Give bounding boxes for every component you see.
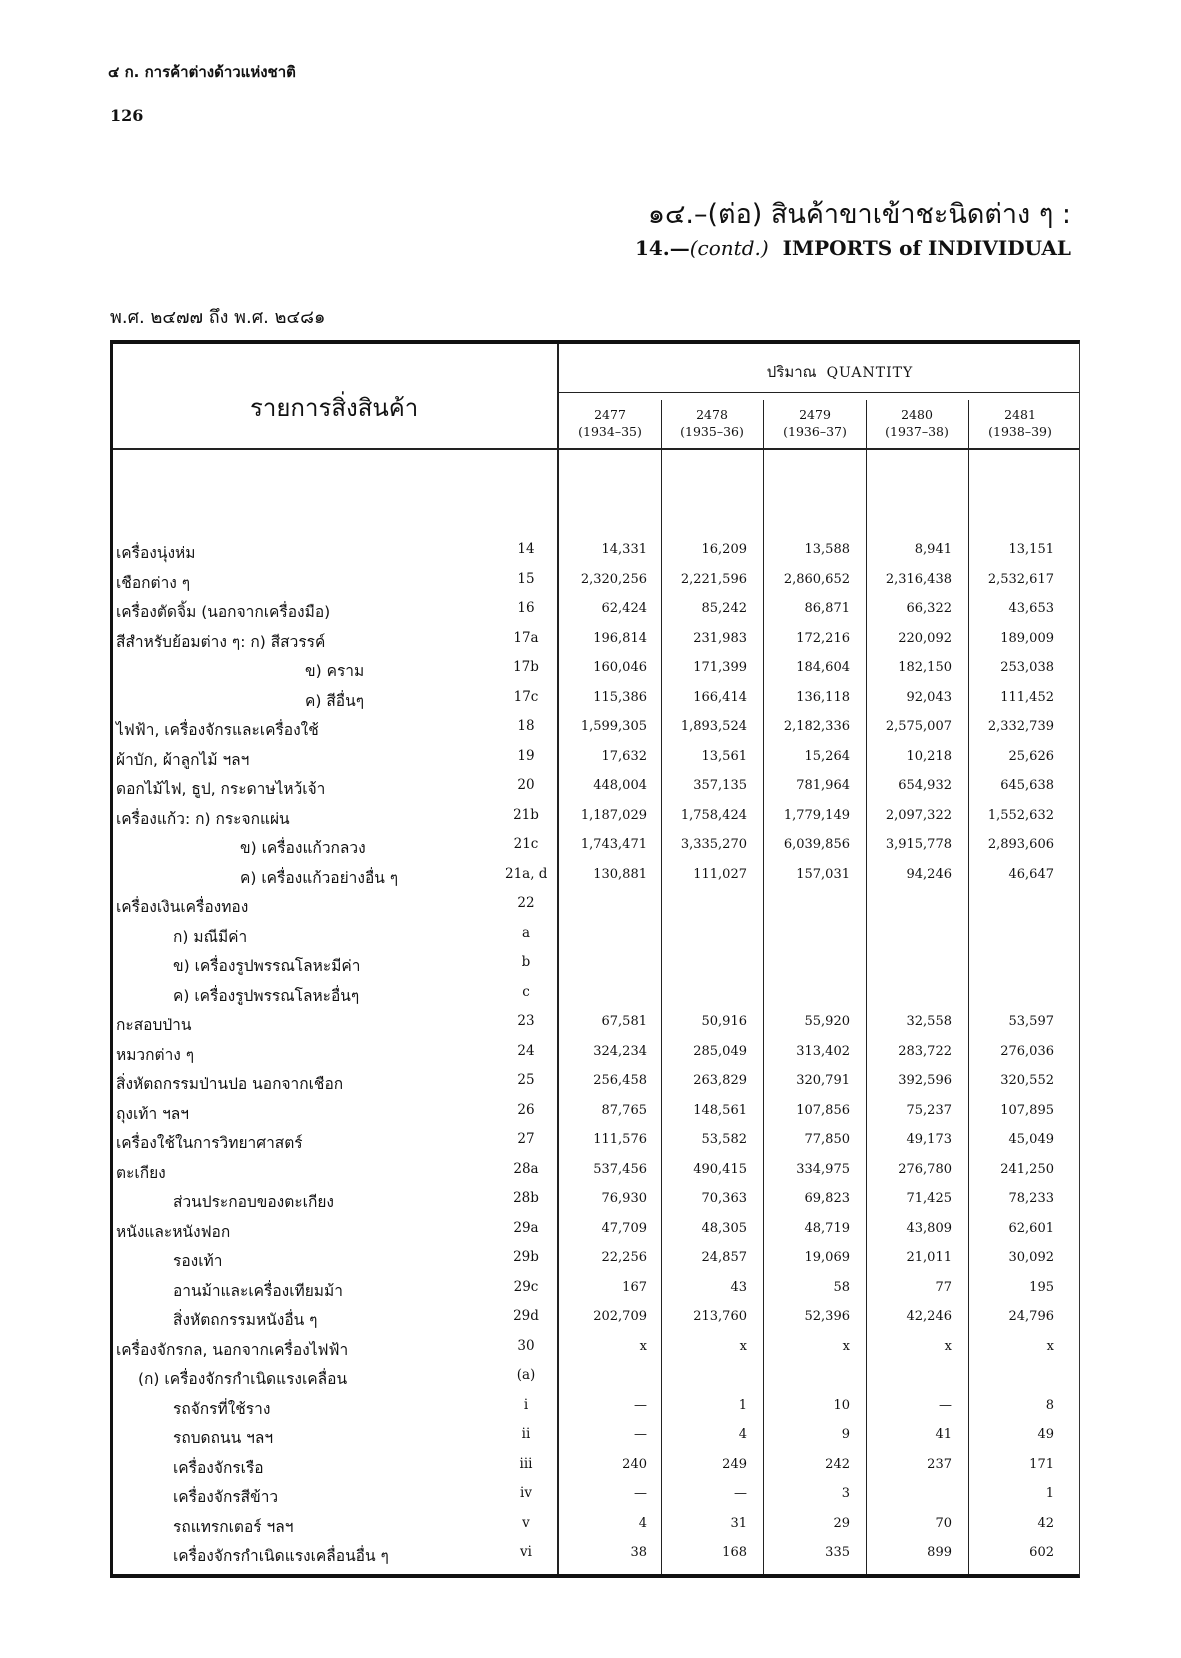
item-code: 20 (517, 777, 535, 793)
quantity-cell: 324,234 (593, 1043, 647, 1059)
item-code: (a) (516, 1367, 536, 1383)
header-bottom-rule (113, 448, 1079, 450)
table-row (0, 894, 1181, 922)
item-label: หนังและหนังฟอก (116, 1222, 231, 1241)
quantity-cell: 189,009 (1000, 630, 1054, 646)
item-label: ไฟฟ้า, เครื่องจักรและเครื่องใช้ (116, 721, 319, 739)
quantity-cell: 47,709 (601, 1220, 647, 1236)
item-label: ข) เครื่องรูปพรรณโลหะมีค่า (173, 957, 361, 975)
quantity-cell: 42 (1037, 1515, 1054, 1531)
table-row (0, 1514, 1181, 1542)
quantity-cell: 231,983 (693, 630, 747, 646)
quantity-cell: 168 (722, 1545, 747, 1560)
quantity-cell: 537,456 (593, 1161, 647, 1177)
quantity-cell: 645,638 (1000, 778, 1054, 793)
item-label: กะสอบป่าน (116, 1016, 192, 1034)
quantity-cell: 25,626 (1008, 748, 1054, 764)
quantity-cell: 157,031 (796, 866, 850, 882)
quantity-cell: 3 (841, 1486, 850, 1501)
table-row (0, 540, 1181, 568)
year-header-2479 (765, 406, 865, 440)
quantity-cell: 4 (638, 1515, 647, 1531)
item-label: เครื่องเงินเครื่องทอง (116, 898, 249, 916)
table-title-english (635, 236, 1071, 260)
item-label: สิ่งหัตถกรรมหนังอื่น ๆ (173, 1311, 318, 1329)
quantity-cell: 8 (1045, 1397, 1054, 1413)
item-code: 17c (513, 688, 539, 705)
quantity-cell: 87,765 (601, 1102, 647, 1118)
quantity-cell: 55,920 (804, 1014, 850, 1029)
quantity-cell: 167 (622, 1279, 647, 1295)
quantity-cell: 2,575,007 (885, 719, 952, 734)
quantity-cell: 17,632 (601, 748, 647, 764)
quantity-cell: 2,316,438 (885, 571, 952, 587)
quantity-cell: 45,049 (1008, 1132, 1054, 1147)
item-label: ก) มณีมีค่า (173, 927, 248, 946)
quantity-cell: 53,597 (1008, 1014, 1054, 1029)
item-label: เครื่องจักรกล, นอกจากเครื่องไฟฟ้า (116, 1340, 349, 1359)
quantity-cell: x (739, 1338, 747, 1354)
item-code: v (522, 1514, 530, 1531)
item-code: 14 (517, 541, 535, 557)
quantity-cell: 107,856 (796, 1102, 850, 1118)
item-code: 21a, d (505, 865, 548, 882)
quantity-cell: 31 (730, 1515, 747, 1531)
quantity-cell: 75,237 (906, 1102, 952, 1118)
quantity-cell: 67,581 (601, 1014, 647, 1029)
table-row (0, 1425, 1181, 1453)
year-be: 2480 (901, 407, 933, 422)
quantity-cell: 2,182,336 (783, 719, 850, 734)
quantity-cell: 130,881 (593, 866, 647, 882)
item-label: รถแทรกเตอร์ ฯลฯ (173, 1517, 294, 1536)
quantity-cell: 2,221,596 (680, 571, 747, 587)
quantity-cell: 1,779,149 (783, 807, 850, 823)
quantity-cell: 48,305 (701, 1220, 747, 1236)
quantity-cell: — (634, 1427, 647, 1442)
item-code: 22 (517, 895, 535, 911)
item-label: เครื่องแก้ว: ก) กระจกแผ่น (116, 809, 290, 828)
quantity-cell: 111,027 (693, 866, 747, 882)
item-label: รถบดถนน ฯลฯ (173, 1429, 274, 1447)
quantity-cell: 10 (833, 1397, 850, 1413)
item-label: ดอกไม้ไฟ, ธูป, กระดาษไหว้เจ้า (116, 780, 326, 798)
item-label: เครื่องตัดจิ้ม (นอกจากเครื่องมือ) (116, 603, 331, 621)
quantity-header-thai: ปริมาณ (766, 363, 817, 381)
quantity-cell: 1,893,524 (680, 719, 747, 734)
quantity-cell: 1,758,424 (680, 807, 747, 823)
quantity-cell: — (634, 1486, 647, 1501)
year-header-2481 (970, 406, 1070, 440)
quantity-cell: 1,552,632 (987, 807, 1054, 823)
quantity-cell: 48,719 (804, 1220, 850, 1236)
table-row (0, 629, 1181, 657)
item-code: iii (519, 1455, 533, 1472)
quantity-cell: 6,039,856 (783, 837, 850, 852)
quantity-cell: 182,150 (898, 660, 952, 675)
quantity-cell: 9 (841, 1427, 850, 1442)
table-row (0, 806, 1181, 834)
item-code: b (521, 954, 531, 970)
year-ce: (1938–39) (988, 424, 1052, 439)
quantity-cell: 46,647 (1008, 866, 1054, 882)
quantity-cell: 19,069 (804, 1250, 850, 1265)
page-number: 126 (110, 106, 144, 125)
quantity-cell: 62,601 (1008, 1220, 1054, 1236)
quantity-cell: 220,092 (898, 630, 952, 646)
item-code: ii (521, 1426, 531, 1442)
quantity-cell: 253,038 (1000, 660, 1054, 675)
quantity-cell: 184,604 (796, 660, 850, 675)
period-label: พ.ศ. ๒๔๗๗ ถึง พ.ศ. ๒๔๘๑ (110, 307, 326, 328)
year-header-2480 (867, 406, 967, 440)
item-code: 21c (513, 836, 539, 852)
table-title-thai: ๑๔.–(ต่อ) สินค้าขาเข้าชะนิดต่าง ๆ : (647, 199, 1071, 230)
quantity-cell: 237 (927, 1456, 952, 1472)
year-be: 2478 (696, 407, 728, 422)
quantity-cell: 136,118 (796, 689, 850, 705)
item-code: 27 (517, 1131, 535, 1147)
table-row (0, 1455, 1181, 1483)
quantity-cell: 2,097,322 (885, 807, 952, 823)
item-code: 28a (513, 1160, 539, 1177)
item-code: 25 (517, 1072, 535, 1088)
item-code: 17a (513, 629, 539, 646)
quantity-header (600, 360, 1080, 384)
item-code: 29b (513, 1249, 539, 1265)
quantity-cell: 24,796 (1008, 1309, 1054, 1324)
quantity-cell: 1,187,029 (580, 807, 647, 823)
quantity-cell: 77,850 (804, 1132, 850, 1147)
quantity-cell: 1,599,305 (580, 719, 647, 734)
quantity-cell: 16,209 (701, 542, 747, 557)
item-label: รองเท้า (173, 1252, 223, 1270)
table-row (0, 835, 1181, 863)
table-row (0, 1484, 1181, 1512)
quantity-cell: 3,915,778 (885, 837, 952, 852)
year-ce: (1935–36) (680, 424, 744, 439)
quantity-cell: 196,814 (593, 630, 647, 646)
item-label: หมวกต่าง ๆ (116, 1045, 195, 1064)
quantity-cell: 2,532,617 (987, 571, 1054, 587)
item-label: ถุงเท้า ฯลฯ (116, 1104, 190, 1123)
table-row (0, 599, 1181, 627)
table-row (0, 570, 1181, 598)
year-ce: (1937–38) (885, 424, 949, 439)
quantity-cell: 448,004 (593, 778, 647, 793)
item-code: 15 (517, 570, 535, 587)
quantity-cell: 276,036 (1000, 1043, 1054, 1059)
item-label: ค) เครื่องแก้วอย่างอื่น ๆ (240, 868, 399, 887)
item-code: 28b (513, 1190, 539, 1206)
quantity-cell: 313,402 (796, 1043, 850, 1059)
quantity-cell: — (939, 1397, 952, 1413)
quantity-cell: 8,941 (914, 542, 952, 557)
item-label: สีสำหรับย้อมต่าง ๆ: ก) สีสวรรค์ (116, 632, 326, 651)
quantity-cell: 654,932 (898, 778, 952, 793)
table-row (0, 983, 1181, 1011)
item-code: i (523, 1396, 529, 1413)
table-row (0, 1042, 1181, 1070)
item-code: a (521, 924, 531, 941)
quantity-cell: x (842, 1338, 850, 1354)
quantity-cell: 4 (738, 1427, 747, 1442)
quantity-cell: 41 (935, 1427, 952, 1442)
quantity-cell: 320,552 (1000, 1073, 1054, 1088)
table-row (0, 1337, 1181, 1365)
table-row (0, 1366, 1181, 1394)
year-be: 2479 (799, 407, 831, 422)
quantity-cell: 49,173 (906, 1132, 952, 1147)
quantity-cell: 335 (825, 1545, 850, 1560)
item-label: เครื่องนุ่งห่ม (116, 544, 196, 562)
quantity-cell: — (734, 1486, 747, 1501)
quantity-header-english: QUANTITY (826, 365, 914, 381)
table-row (0, 776, 1181, 804)
quantity-cell: 2,860,652 (783, 571, 850, 587)
quantity-cell: 24,857 (701, 1250, 747, 1265)
item-label: เชือกต่าง ๆ (116, 573, 191, 592)
quantity-cell: 2,893,606 (987, 837, 1054, 852)
quantity-cell: 53,582 (701, 1132, 747, 1147)
quantity-cell: 85,242 (701, 601, 747, 616)
quantity-cell: 334,975 (796, 1161, 850, 1177)
quantity-cell: 30,092 (1008, 1250, 1054, 1265)
item-code: 17b (513, 659, 539, 675)
title-contd: (contd.) (689, 236, 769, 260)
table-row (0, 1189, 1181, 1217)
item-label: ค) เครื่องรูปพรรณโลหะอื่นๆ (173, 986, 360, 1005)
table-row (0, 1101, 1181, 1129)
item-code: c (522, 983, 530, 1000)
item-label: เครื่องจักรเรือ (173, 1458, 264, 1477)
quantity-cell: 240 (622, 1456, 647, 1472)
quantity-cell: 171 (1029, 1456, 1054, 1472)
title-text: IMPORTS of INDIVIDUAL (782, 236, 1071, 260)
table-row (0, 747, 1181, 775)
quantity-header-rule (559, 392, 1079, 393)
quantity-cell: 29 (833, 1515, 850, 1531)
quantity-cell: 202,709 (593, 1309, 647, 1324)
table-row (0, 1071, 1181, 1099)
quantity-cell: x (1046, 1338, 1054, 1354)
table-row (0, 953, 1181, 981)
quantity-cell: x (639, 1338, 647, 1354)
quantity-cell: 172,216 (796, 630, 850, 646)
item-code: 24 (517, 1042, 535, 1059)
item-label: ตะเกียง (116, 1163, 166, 1182)
table-row (0, 1278, 1181, 1306)
quantity-cell: 62,424 (601, 601, 647, 616)
table-row (0, 1012, 1181, 1040)
item-label: ส่วนประกอบของตะเกียง (173, 1193, 334, 1211)
description-header: รายการสิ่งสินค้า (250, 394, 419, 422)
item-code: 30 (517, 1337, 535, 1354)
item-label: เครื่องใช้ในการวิทยาศาสตร์ (116, 1134, 303, 1152)
item-label: อานม้าและเครื่องเทียมม้า (173, 1281, 343, 1300)
quantity-cell: 49 (1037, 1427, 1054, 1442)
table-row (0, 1219, 1181, 1247)
quantity-cell: 13,588 (804, 542, 850, 557)
quantity-cell: 148,561 (693, 1102, 747, 1118)
year-be: 2477 (594, 407, 626, 422)
quantity-cell: 242 (825, 1456, 850, 1472)
table-row (0, 1396, 1181, 1424)
quantity-cell: 490,415 (693, 1161, 747, 1177)
quantity-cell: 160,046 (593, 660, 647, 675)
item-label: ค) สีอื่นๆ (305, 691, 365, 710)
quantity-cell: 213,760 (693, 1309, 747, 1324)
quantity-cell: 14,331 (601, 542, 647, 557)
quantity-cell: 256,458 (593, 1073, 647, 1088)
quantity-cell: 43,653 (1008, 601, 1054, 616)
title-number: 14.— (634, 236, 690, 260)
quantity-cell: 50,916 (701, 1014, 747, 1029)
year-header-2477 (560, 406, 660, 440)
item-code: 29d (513, 1308, 539, 1324)
quantity-cell: 107,895 (1000, 1102, 1054, 1118)
quantity-cell: 21,011 (906, 1250, 952, 1265)
quantity-cell: 38 (630, 1545, 647, 1560)
quantity-cell: 111,452 (1000, 689, 1054, 705)
quantity-cell: 71,425 (906, 1191, 952, 1206)
quantity-cell: 1,743,471 (580, 837, 647, 852)
table-row (0, 1543, 1181, 1571)
quantity-cell: 43 (730, 1279, 747, 1295)
quantity-cell: 42,246 (906, 1309, 952, 1324)
quantity-cell: 781,964 (796, 778, 850, 793)
quantity-cell: 392,596 (898, 1073, 952, 1088)
item-code: 21b (513, 806, 539, 823)
item-label: รถจักรที่ใช้ราง (173, 1399, 271, 1418)
table-row (0, 1130, 1181, 1158)
quantity-cell: 111,576 (593, 1132, 647, 1147)
year-be: 2481 (1004, 407, 1036, 422)
item-code: 19 (517, 747, 535, 764)
quantity-cell: 241,250 (1000, 1161, 1054, 1177)
quantity-cell: 13,561 (701, 748, 747, 764)
year-ce: (1936–37) (783, 424, 847, 439)
quantity-cell: 115,386 (593, 689, 647, 705)
quantity-cell: 76,930 (601, 1191, 647, 1206)
item-label: ผ้าบัก, ผ้าลูกไม้ ฯลฯ (116, 750, 250, 769)
quantity-cell: 86,871 (804, 601, 850, 616)
quantity-cell: — (634, 1397, 647, 1413)
table-row (0, 1160, 1181, 1188)
quantity-cell: 52,396 (804, 1309, 850, 1324)
item-label: สิ่งหัตถกรรมป่านปอ นอกจากเชือก (116, 1075, 344, 1093)
item-label: ข) คราม (305, 662, 365, 680)
quantity-cell: 276,780 (898, 1161, 952, 1177)
item-label: (ก) เครื่องจักรกำเนิดแรงเคลื่อน (138, 1370, 348, 1388)
item-code: 26 (517, 1101, 535, 1118)
quantity-cell: 13,151 (1008, 542, 1054, 557)
quantity-cell: 78,233 (1008, 1191, 1054, 1206)
quantity-cell: 1 (738, 1397, 747, 1413)
quantity-cell: 70,363 (701, 1191, 747, 1206)
quantity-cell: 77 (935, 1279, 952, 1295)
quantity-cell: 2,320,256 (580, 571, 647, 587)
quantity-cell: 92,043 (906, 689, 952, 705)
quantity-cell: 15,264 (804, 748, 850, 764)
item-code: 16 (517, 600, 535, 616)
table-row (0, 688, 1181, 716)
quantity-cell: 602 (1029, 1545, 1054, 1560)
quantity-cell: 263,829 (693, 1073, 747, 1088)
quantity-cell: 2,332,739 (987, 719, 1054, 734)
table-row (0, 865, 1181, 893)
table-row (0, 924, 1181, 952)
item-code: vi (520, 1544, 532, 1560)
quantity-cell: 10,218 (906, 748, 952, 764)
section-header: ๔ ก. การค้าต่างด้าวแห่งชาติ (108, 63, 296, 81)
quantity-cell: 1 (1045, 1486, 1054, 1501)
quantity-cell: 32,558 (906, 1014, 952, 1029)
item-label: เครื่องจักรสีข้าว (173, 1488, 279, 1506)
table-row (0, 717, 1181, 745)
quantity-cell: 283,722 (898, 1043, 952, 1059)
year-header-2478 (662, 406, 762, 440)
quantity-cell: 899 (927, 1545, 952, 1560)
quantity-cell: 357,135 (693, 778, 747, 793)
quantity-cell: 94,246 (906, 866, 952, 882)
item-label: เครื่องจักรกำเนิดแรงเคลื่อนอื่น ๆ (173, 1547, 389, 1565)
year-ce: (1934–35) (578, 424, 642, 439)
item-code: 18 (517, 718, 535, 734)
quantity-cell: 320,791 (796, 1073, 850, 1088)
table-row (0, 1248, 1181, 1276)
table-row (0, 658, 1181, 686)
quantity-cell: 166,414 (693, 689, 747, 705)
quantity-cell: 171,399 (693, 660, 747, 675)
table-row (0, 1307, 1181, 1335)
item-code: 29a (513, 1219, 539, 1236)
item-label: ข) เครื่องแก้วกลวง (240, 839, 366, 857)
item-code: iv (520, 1485, 532, 1501)
quantity-cell: 3,335,270 (680, 837, 747, 852)
quantity-cell: 285,049 (693, 1043, 747, 1059)
quantity-cell: 70 (935, 1515, 952, 1531)
quantity-cell: 249 (722, 1456, 747, 1472)
quantity-cell: 66,322 (906, 601, 952, 616)
quantity-cell: 22,256 (601, 1250, 647, 1265)
item-code: 23 (517, 1013, 535, 1029)
quantity-cell: 58 (833, 1279, 850, 1295)
item-code: 29c (513, 1278, 539, 1295)
quantity-cell: x (944, 1338, 952, 1354)
quantity-cell: 195 (1029, 1279, 1054, 1295)
quantity-cell: 69,823 (804, 1191, 850, 1206)
quantity-cell: 43,809 (906, 1220, 952, 1236)
